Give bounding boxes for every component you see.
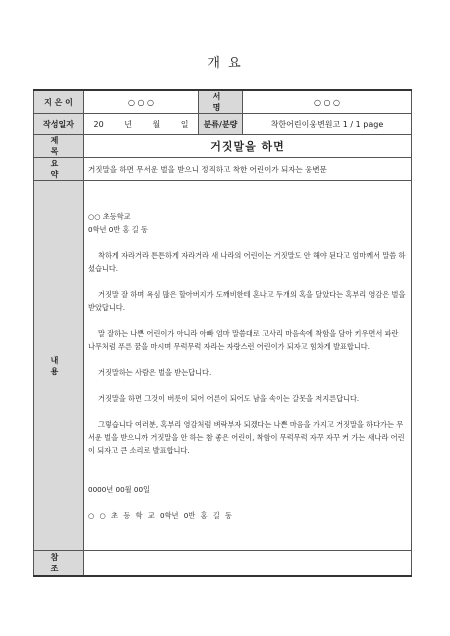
student-name: 0학년 0반 홍 길 동 (88, 224, 148, 234)
content-body (84, 181, 412, 551)
reference-row (34, 551, 412, 576)
paragraph-4: 거짓말하는 사람은 벌을 받는답니다. (98, 367, 212, 377)
closing-signature: ○ ○ 초 등 학 교 0학년 0반 홍 길 동 (88, 510, 232, 520)
paragraph-3: 말 잘하는 나쁜 어린이가 아니라 아빠 엄마 말씀대로 고사리 마음속에 착함을 담아 키우면서 파란 나무처럼 푸른 꿈을 마시며 무럭무럭 자라는 자랑스런 어린이가 되자고 힘차게 발표합니다. (88, 328, 399, 351)
paragraph-6: 그렇습니다 여러분, 혹부리 영감처럼 벼락부자 되겠다는 나쁜 마음을 가지고 거짓말을 하다가는 무서운 벌을 받으니까 거짓말을 안 하는 참 좋은 어린이, 착함이 무럭무럭 자꾸 자꾸 커 가는 새나라 어린이 되자고 큰 소리로 발표합니다. (88, 419, 405, 455)
date-value (84, 114, 199, 135)
signature-label: 서 명 (199, 90, 243, 114)
date-day-unit: 일 (180, 119, 189, 129)
date-label: 작성일자 (34, 114, 84, 135)
title-row (34, 135, 412, 158)
category-value: 착한어린이웅변원고 1 / 1 page (243, 114, 412, 135)
date-row (34, 114, 412, 135)
author-label: 지 은 이 (34, 90, 84, 114)
reference-value (84, 551, 412, 576)
summary-label: 요 약 (34, 158, 84, 181)
content-row (34, 181, 412, 551)
title-label: 제 목 (34, 135, 84, 158)
outline-form-table (33, 89, 412, 577)
school-name: ○○ 초등학교 (88, 211, 131, 221)
category-label: 분류/분량 (199, 114, 243, 135)
paragraph-1: 착하게 자라거라 튼튼하게 자라거라 새 나라의 어린이는 거짓말도 안 해야 된다고 엄마께서 말씀 하셨습니다. (88, 250, 406, 273)
paragraph-2: 거짓말 잘 하며 욕심 많은 할아버지가 도깨비한테 혼나고 두개의 혹을 달았다는 혹부리 영감은 벌을 받았답니다. (88, 289, 406, 312)
signature-value: ○ ○ ○ (243, 90, 412, 114)
date-year-unit: 년 (124, 119, 132, 129)
title-value: 거짓말을 하면 (84, 135, 412, 158)
date-year: 20 (93, 119, 104, 129)
date-month-unit: 월 (152, 119, 161, 129)
author-row (34, 90, 412, 114)
paragraph-5: 거짓말을 하면 그것이 버릇이 되어 어른이 되어도 남을 속이는 갈못을 저지른답니다. (98, 393, 360, 403)
speech-date: 0000년 00월 00일 (88, 484, 150, 494)
author-value: ○ ○ ○ (84, 90, 199, 114)
summary-value: 거짓말을 하면 무서운 벌을 받으니 정직하고 착한 어린이가 되자는 웅변문 (84, 158, 412, 181)
reference-label: 참 조 (34, 551, 84, 576)
page-title: 개 요 (207, 56, 243, 71)
summary-row (34, 158, 412, 181)
content-label: 내 용 (34, 181, 84, 551)
